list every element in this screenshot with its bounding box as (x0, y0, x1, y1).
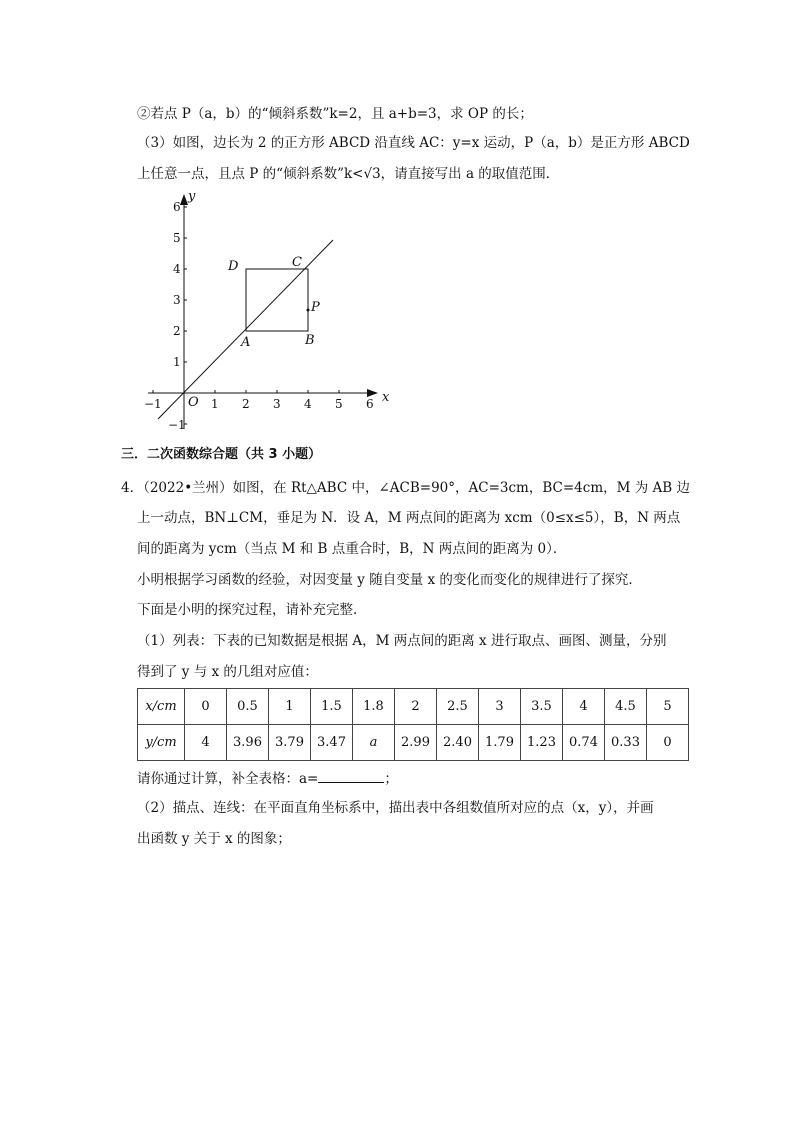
y-tick-label: 5 (173, 231, 181, 245)
question-4-line-2: 上一动点，BN⊥CM，垂足为 N．设 A，M 两点间的距离为 xcm（0≤x≤5），B，N 两点 (137, 510, 681, 526)
question-4-line-10: 出函数 y 关于 x 的图象； (137, 831, 291, 847)
y-axis-label: y (188, 189, 196, 204)
table-cell: 0 (647, 725, 689, 761)
label-p: P (311, 300, 320, 315)
question-4-line-3: 间的距离为 ycm（当点 M 和 B 点重合时，B，N 两点间的距离为 0）． (137, 541, 567, 557)
y-tick-label: 2 (173, 324, 181, 338)
fill-end: ； (384, 771, 398, 787)
table-cell: 1.23 (521, 725, 563, 761)
point-p (307, 309, 310, 312)
question-4-line-7: 得到了 y 与 x 的几组对应值： (137, 664, 318, 680)
x-tick-label: 3 (273, 397, 281, 411)
table-cell: 5 (647, 689, 689, 725)
label-c: C (292, 255, 302, 270)
y-tick-label: 4 (173, 262, 181, 276)
table-cell: 3.47 (311, 725, 353, 761)
question-4-line-4: 小明根据学习函数的经验，对因变量 y 随自变量 x 的变化而变化的规律进行了探究． (137, 572, 642, 588)
table-cell: 1.5 (311, 689, 353, 725)
square-abcd (246, 269, 308, 331)
data-table (137, 688, 689, 761)
table-header-cell: x/cm (138, 689, 185, 725)
question-4-line-9: （2）描点、连线：在平面直角坐标系中，描出表中各组数值所对应的点（x，y），并画 (137, 800, 654, 816)
table-cell: 2.40 (437, 725, 479, 761)
table-cell: 2.99 (395, 725, 437, 761)
y-tick-label: −1 (168, 418, 186, 432)
table-cell: 3.96 (227, 725, 269, 761)
question-4-line-6: （1）列表：下表的已知数据是根据 A，M 两点间的距离 x 进行取点、画图、测量，分别 (137, 633, 667, 649)
label-a: A (241, 335, 251, 350)
table-cell: 1.8 (353, 689, 395, 725)
x-tick-label: 2 (242, 397, 250, 411)
table-cell: 1 (269, 689, 311, 725)
table-cell: 2 (395, 689, 437, 725)
table-cell: 0.33 (605, 725, 647, 761)
y-tick-label: 6 (173, 200, 181, 214)
origin-label: O (188, 395, 199, 410)
question-3-line: （3）如图，边长为 2 的正方形 ABCD 沿直线 AC：y=x 运动，P（a，b）是正方形 ABCD (137, 135, 690, 151)
table-cell-unknown: a (353, 725, 395, 761)
question-line-2-part: ②若点 P（a，b）的“倾斜系数”k=2，且 a+b=3，求 OP 的长； (137, 106, 533, 122)
table-cell: 0.5 (227, 689, 269, 725)
x-tick-label: 1 (211, 397, 219, 411)
x-axis-arrow (367, 389, 378, 397)
table-cell: 0 (185, 689, 227, 725)
y-tick-label: 3 (173, 293, 181, 307)
table-cell: 1.79 (479, 725, 521, 761)
table-cell: 3 (479, 689, 521, 725)
x-tick-label: −1 (144, 397, 162, 411)
y-tick-label: 1 (173, 355, 181, 369)
table-cell: 4.5 (605, 689, 647, 725)
question-3-line-cont: 上任意一点，且点 P 的“倾斜系数”k<√3，请直接写出 a 的取值范围． (137, 166, 560, 182)
coordinate-graph (138, 186, 398, 436)
answer-blank[interactable] (318, 768, 384, 783)
fill-prompt: 请你通过计算，补全表格：a= (137, 771, 319, 787)
table-cell: 2.5 (437, 689, 479, 725)
x-axis-label: x (382, 390, 390, 405)
table-cell: 3.5 (521, 689, 563, 725)
y-axis-arrow (180, 194, 188, 205)
question-4-fill-line (137, 768, 398, 788)
label-d: D (228, 259, 239, 274)
table-cell: 3.79 (269, 725, 311, 761)
x-tick-label: 4 (304, 397, 312, 411)
table-header-cell: y/cm (138, 725, 185, 761)
table-row (138, 725, 689, 761)
x-tick-label: 6 (366, 397, 374, 411)
table-cell: 4 (185, 725, 227, 761)
question-4-line-1: 4．（2022•兰州）如图，在 Rt△ABC 中，∠ACB=90°，AC=3cm，BC=4cm，M 为 AB 边 (121, 480, 690, 496)
question-4-line-5: 下面是小明的探究过程，请补充完整． (137, 602, 367, 618)
table-cell: 0.74 (563, 725, 605, 761)
table-row (138, 689, 689, 725)
table-cell: 4 (563, 689, 605, 725)
x-tick-label: 5 (335, 397, 343, 411)
label-b: B (305, 333, 315, 348)
section-heading: 三．二次函数综合题（共 3 小题） (121, 447, 322, 462)
